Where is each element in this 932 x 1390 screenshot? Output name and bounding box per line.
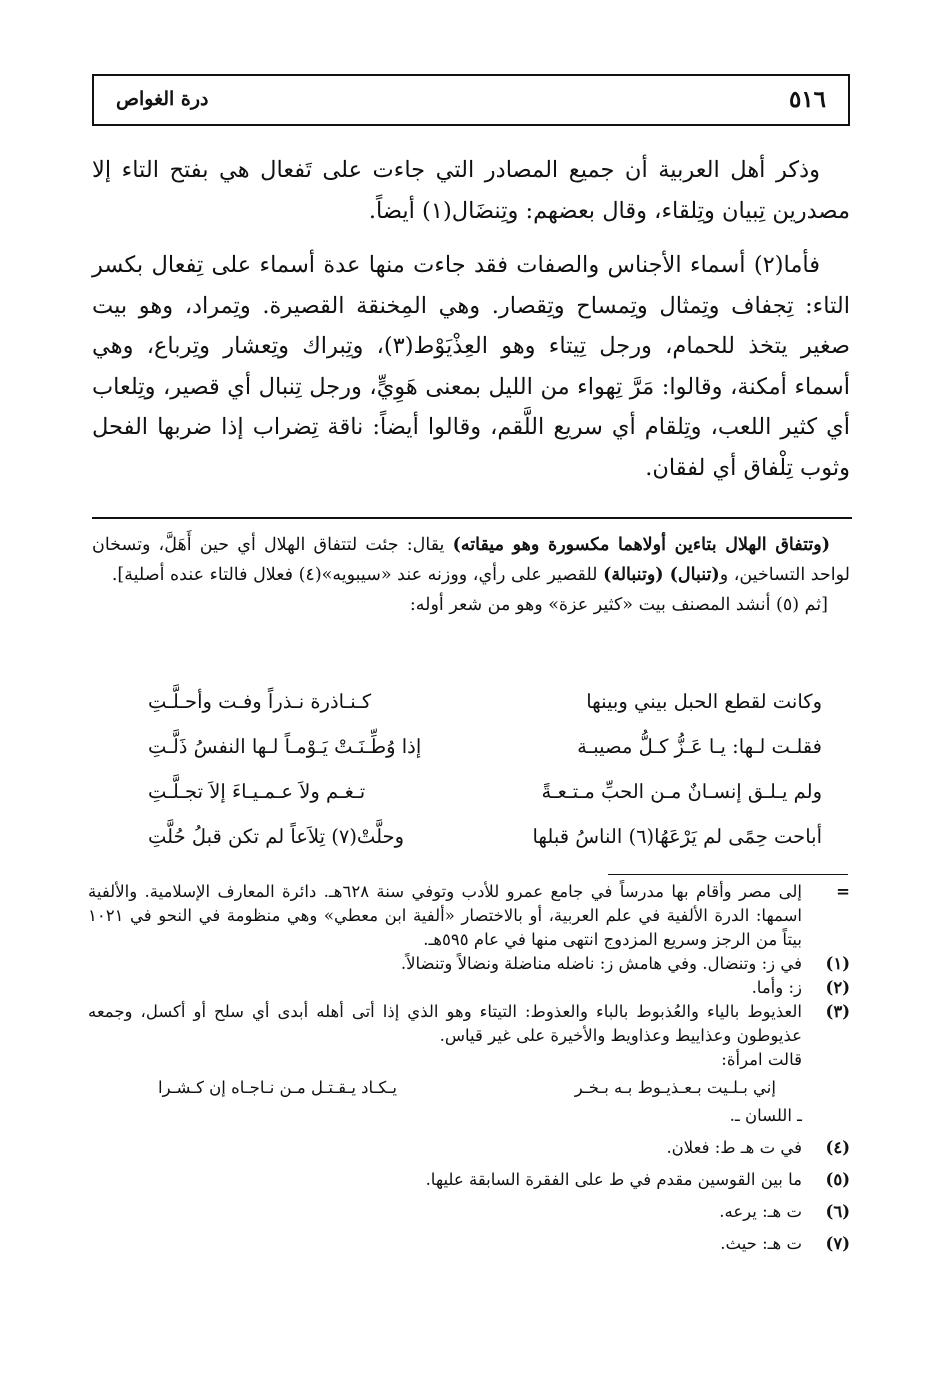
footnote-number: (٧) bbox=[825, 1234, 850, 1253]
poem-verse bbox=[92, 733, 850, 778]
footnote-text: في ت هـ ط: فعلان. bbox=[666, 1138, 802, 1157]
commentary-text: يقال: جئت لتتفاق الهلال أي حين أَهَلَّ، وتسخان لواحد التساخين، و bbox=[92, 535, 850, 585]
commentary-lemma: (تنبال) (وتنبالة) bbox=[603, 565, 720, 585]
footnotes bbox=[88, 880, 850, 1256]
footnote-number: (٢) bbox=[825, 978, 850, 997]
footnote bbox=[88, 1136, 850, 1160]
paragraph: فأما(٢) أسماء الأجناس والصفات فقد جاءت منها عدة أسماء على تِفعال بكسر التاء: تِجفاف وتِمثال وتِمساح وتِقصار. وهي المِخنقة القصيرة. وتِمراد، وهو بيت صغير يتخذ للحمام، ورجل تِيتاء وهو العِذْيَوْط(٣)، وتِبراك وتِعشار وتِرباع، وهي أسماء أمكنة، وقالوا: مَرَّ تِهواء من الليل بمعنى هَوِيٍّ، ورجل تِنبال أي قصير، وتِلعاب أي كثير اللعب، وتِلقام أي سريع اللَّقم، وقالوا أيضاً: ناقة تِضراب إذا ضربها الفحل وثوب تِلْفاق أي لفقان. bbox=[92, 252, 851, 481]
footnote-verse bbox=[88, 1072, 850, 1104]
running-title: درة الغواص bbox=[116, 88, 209, 110]
footnote-text: ما بين القوسين مقدم في ط على الفقرة السابقة عليها. bbox=[425, 1170, 802, 1189]
verse-second-hemistich: وحلَّتْ(٧) تِلاَعاً لم تكن قبلُ حُلَّتِ bbox=[148, 825, 405, 848]
footnote-number: (٥) bbox=[825, 1170, 850, 1189]
page-header bbox=[92, 74, 850, 126]
footnote-text: في ز: وتنضال. وفي هامش ز: ناضله مناضلة ونضالاً وتنضالاً. bbox=[400, 954, 802, 973]
footnote-text: ت هـ: حيث. bbox=[720, 1234, 802, 1253]
commentary-lemma: (وتتفاق الهلال بتاءين أولاهما مكسورة وهو ميقاته) bbox=[452, 535, 830, 555]
main-text bbox=[92, 150, 850, 488]
paragraph: وذكر أهل العربية أن جميع المصادر التي جاءت على تَفعال هي بفتح التاء إلا مصدرين تِبيان وتِلقاء، وقال بعضهم: وتِنضَال(١) أيضاً. bbox=[92, 157, 850, 224]
footnote-line: قالت امرأة: bbox=[721, 1050, 802, 1069]
poem-verse bbox=[92, 823, 850, 868]
footnote bbox=[88, 1232, 850, 1256]
poem-verse bbox=[92, 688, 850, 733]
footnote-number: (٣) bbox=[825, 1002, 850, 1021]
footnote bbox=[88, 1168, 850, 1192]
commentary-divider bbox=[92, 517, 852, 519]
continuation-mark: = bbox=[836, 882, 850, 901]
footnote-divider bbox=[608, 874, 848, 875]
footnote-text: إلى مصر وأقام بها مدرساً في جامع عمرو للأدب وتوفي سنة ٦٢٨هـ. دائرة المعارف الإسلامية. والألفية اسمها: الدرة الألفية في علم العربية، أو بالاختصار «ألفية ابن معطي» وهي منظومة في النحو في ١٠٢١ بيتاً من الرجز وسريع المزدوج انتهى منها في عام ٥٩٥هـ. bbox=[88, 882, 802, 949]
verse-second-hemistich: إذا وُطِّـنَـتْ يَـوْمـاً لـها النفسُ ذَلَّـتِ bbox=[148, 735, 422, 758]
footnote bbox=[88, 976, 850, 1000]
verse-first-hemistich: أباحت حِمًى لم يَرْعَهُا(٦) الناسُ قبلها bbox=[532, 825, 822, 848]
verse-second-hemistich: تـغـم ولاَ عـمـيـاءَ إلاَ تجـلَّـتِ bbox=[148, 780, 366, 803]
footnote bbox=[88, 1000, 850, 1048]
page-number: ٥١٦ bbox=[788, 86, 826, 113]
verse-first-hemistich: إني بـلـيت بـعـذيـوط بـه بـخـر bbox=[574, 1078, 776, 1097]
verse-first-hemistich: وكانت لقطع الحبل بيني وبينها bbox=[586, 690, 822, 713]
footnote bbox=[88, 952, 850, 976]
footnote-continuation bbox=[88, 880, 850, 952]
footnote-number: (٤) bbox=[825, 1138, 850, 1157]
commentary-block bbox=[92, 530, 850, 620]
footnote-number: (٦) bbox=[825, 1202, 850, 1221]
commentary-paragraph bbox=[92, 530, 850, 590]
footnote-source: ـ اللسان ـ. bbox=[729, 1106, 802, 1125]
footnote-text: ز: وأما. bbox=[751, 978, 802, 997]
footnote-text: ت هـ: يرعه. bbox=[719, 1202, 802, 1221]
verse-second-hemistich: كـنـاذرة نـذراً وفـت وأحـلَّـتِ bbox=[148, 690, 372, 713]
footnote-number: (١) bbox=[825, 954, 850, 973]
verse-first-hemistich: ولم يـلـق إنسـانٌ مـن الحبِّ مـتـعـةً bbox=[541, 780, 822, 803]
commentary-text: للقصير على رأي، ووزنه عند «سيبويه»(٤) فعلال فالتاء عنده أصلية]. bbox=[111, 565, 604, 585]
footnote bbox=[88, 1200, 850, 1224]
verse-first-hemistich: فقلـت لـها: يـا عَـزُّ كـلُّ مصيبـة bbox=[577, 735, 822, 758]
commentary-paragraph: [ثم (٥) أنشد المصنف بيت «كثير عزة» وهو من شعر أوله: bbox=[409, 595, 828, 615]
poem bbox=[92, 688, 850, 868]
footnote-text: العذيوط بالياء والعُذبوط بالباء والعذوط: التيتاء وهو الذي إذا أتى أهله أبدى أي سلح أو أكسل، وجمعه عذيوطون وعذاييط وعذاويط والأخيرة على غير قياس. bbox=[88, 1002, 802, 1045]
verse-second-hemistich: يـكـاد يـقـتـل مـن نـاجـاه إن كـشـرا bbox=[158, 1078, 397, 1097]
poem-verse bbox=[92, 778, 850, 823]
